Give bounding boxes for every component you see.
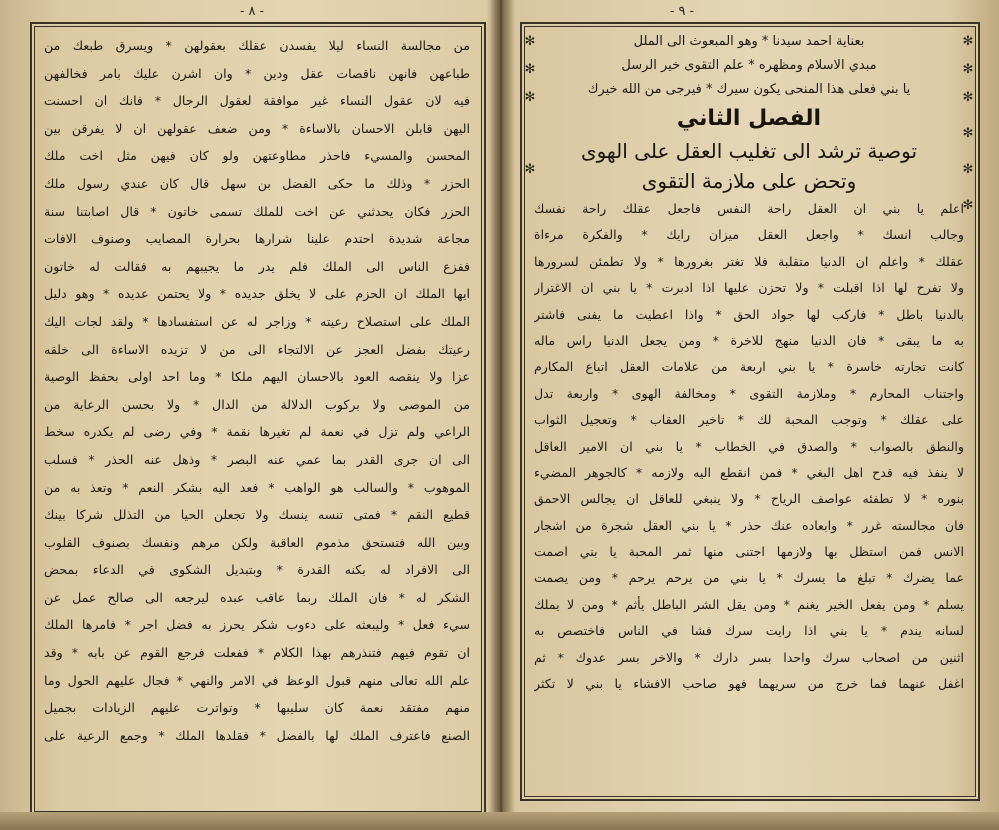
text-line: رعيتك بفضل العجز عن الالتجاء الى من لا تزيده الاساءة الى خلقه xyxy=(44,341,470,357)
text-line: من الموصى ولا بركوب الدلالة من الدال * ولا بحسن الرعاية من xyxy=(44,396,470,412)
text-line: بالدنيا باطل * فاركب لها جواد الحق * واذا اعطيت ما يفنى فاشتر xyxy=(534,306,964,322)
section-subheading: وتحض على ملازمة التقوى xyxy=(641,169,857,193)
text-line: من مجالسة النساء ليلا يفسدن عقلك بعقولهن * ويسرق طبعك من xyxy=(44,38,470,53)
text-line: عقلك * واعلم ان الدنيا متقلبة فلا تغتر بغرورها * ولا تطمئن لسرورها xyxy=(534,253,964,269)
text-line: مبدي الاسلام ومظهره * علم التقوى خير الرسل xyxy=(621,58,877,73)
text-line: واجتناب المحارم * وملازمة التقوى * ومخالفة الهوى * واربعة تدل xyxy=(534,385,964,401)
text-line: الصنع فاعترف الملك لها بالفضل * فقلدها الملك * وجمع الرعية على xyxy=(44,727,470,743)
text-line: اليهن قابلن الاحسان بالاساءة * ومن ضعف عقولهن ان لا يفرقن بين xyxy=(44,120,470,136)
text-line: الحزر * وذلك ما حكى الفضل بن سهل قال كان عندي رسول ملك xyxy=(44,175,470,191)
star-ornament-icon: ✻ xyxy=(962,198,974,213)
text-line: فيه لان عقول النساء غير موافقة لعقول الرجال * فانك ان احسنت xyxy=(44,93,470,109)
text-line: ففزع الناس الى الملك فلم يدر ما يجيبهم به فقالت له خاتون xyxy=(44,258,470,274)
book-spine xyxy=(486,0,516,830)
text-line: وبين الله فتستحق مذموم العاقبة ولكن مرهم ونفسك بصنوف القلوب xyxy=(44,534,470,550)
star-ornament-icon: ✻ xyxy=(962,162,974,177)
star-ornament-icon: ✻ xyxy=(524,62,536,77)
text-line: الحزر فكان يحدثني عن اخت للملك تسمى خاتون * قال اصابتنا سنة xyxy=(44,203,470,219)
text-line: طباعهن فانهن ناقصات عقل ودين * وان اشرن عليك بامر فخالفهن xyxy=(44,65,470,81)
body-text xyxy=(44,32,470,749)
text-line: لا ينفذ فيه قدح اهل البغي * فمن انقطع اليه ولازمه * كالجوهر المضيء xyxy=(534,464,964,480)
text-line: بنوره * لا تطفئه عواصف الرياح * ولا ينبغي للعاقل ان يجالس الاحمق xyxy=(534,491,964,507)
section-heading: الفصل الثاني xyxy=(676,106,822,131)
text-line: وجالب انسك * واجعل العقل ميزان رايك * والفكرة مرءاة xyxy=(534,227,964,243)
text-line: الموهوب * والسالب هو الواهب * فعد اليه بشكر النعم * وتعذ به من xyxy=(44,479,470,495)
text-line: بعناية احمد سيدنا * وهو المبعوث الى الملل xyxy=(633,34,865,49)
section-subheading: توصية ترشد الى تغليب العقل على الهوى xyxy=(580,139,918,163)
text-line: اثنين من اصحاب سرك واحدا بسر دارك * والاخر بسر عدوك * ثم xyxy=(534,649,964,665)
star-ornament-icon: ✻ xyxy=(962,90,974,105)
text-line: الشكر له * فان الملك ربما عاقب عبده ليرجعه الى صالح عمل عن xyxy=(44,589,470,605)
text-line: اعلم يا بني ان العقل راحة النفس فاجعل عقلك راحة نفسك xyxy=(534,201,964,216)
text-line: كانت تجارته خاسرة * يا بني اربعة من علامات العقل اتباع المكارم xyxy=(534,359,964,375)
text-line: قطيع النقم * فمتى تنسه ينسك ولا تجعلن الحيا من التذلل شركا بينك xyxy=(44,507,470,523)
text-line: اغفل عنهما فما خرج من سريهما فهو صاحب الافشاء يا بني لا تكثر xyxy=(534,676,964,692)
star-ornament-icon: ✻ xyxy=(524,34,536,49)
text-line: الملك على استصلاح رعيته * وزاجر له عن استفسادها * ولقد لجات اليك xyxy=(44,313,470,329)
text-line: الانس فمن استظل بها ولازمها اجتنى منها ثمر المحبة يا بني اصمت xyxy=(534,544,964,560)
text-line: علم الله تعالى منهم قبول الوعظ في الامر والنهي * فجال عليهم الحول وما xyxy=(44,672,470,688)
page-bottom-edge xyxy=(0,812,999,830)
text-line: به ما يبقى * فان الدنيا منهج للاخرة * ومن يجعل الدنيا راس ماله xyxy=(534,332,964,348)
text-line: يسلم * ومن يفعل الخير يغنم * ومن يقل الشر الباطل يأثم * ومن لا يملك xyxy=(534,596,964,612)
text-line: لسانه يندم * يا بني اذا رايت سرك فشا في الناس فاختصص به xyxy=(534,623,964,639)
star-ornament-icon: ✻ xyxy=(962,62,974,77)
text-line: ان تقوم فيهم فتنذرهم بهذا الكلام * ففعلت فرجع القوم عن بابه * وقد xyxy=(44,645,470,661)
text-line: عزا ولا ينقصه العود بالاحسان اليهم ملكا * وما احد اولى بحفظ الوصية xyxy=(44,369,470,385)
star-ornament-icon: ✻ xyxy=(962,126,974,141)
text-line: مجاعة شديدة احتدم علينا شرارها بحرارة المصايب وصنوف الافات xyxy=(44,231,470,247)
star-ornament-icon: ✻ xyxy=(524,90,536,105)
text-line: فان مجالسته غرر * وابعاده عنك حذر * يا بني العقل شجرة من اشجار xyxy=(534,517,964,533)
verse-block xyxy=(534,30,964,102)
page-number: - ٩ - xyxy=(670,4,695,19)
body-text xyxy=(534,30,964,697)
text-line: والنطق بالصواب * والصدق في الخطاب * يا بني ان الامير العاقل xyxy=(534,438,964,454)
right-page xyxy=(500,0,999,830)
text-line: على عقلك * وتوجب المحبة لك * تاخير العقاب * وتعجيل الثواب xyxy=(534,412,964,428)
text-line: الى ان جرى القدر بما عمي عنه البصر * وذهل عنه الحذر * فسلب xyxy=(44,451,470,467)
text-line: ولا تفرح لها اذا اقبلت * ولا تحزن عليها اذا ادبرت * يا بني ان الاغترار xyxy=(534,280,964,296)
star-ornament-icon: ✻ xyxy=(962,34,974,49)
page-number: - ٨ - xyxy=(240,4,265,19)
text-line: الى الافراد له بكنه القدرة * وبتبديل الشكوى في الدعاء بمحض xyxy=(44,562,470,578)
text-line: ايها الملك ان الحزم على لا يخلق جديده * ولا يحتمن عديده * وهو دليل xyxy=(44,286,470,302)
text-line: المحسن والمسيء فاحذر مطاوعتهن ولو كان فيهن مثل اخت ملك xyxy=(44,148,470,164)
text-line: سيء فعل * وليبعثه على دءوب شكر يحرز به فضل اجر * فامرها الملك xyxy=(44,617,470,633)
star-ornament-icon: ✻ xyxy=(524,162,536,177)
text-line: يا بني فعلى هذا المنحى يكون سيرك * فيرجى من الله خيرك xyxy=(587,82,911,97)
paragraph xyxy=(534,196,964,697)
text-line: عما يضرك * تبلغ ما يسرك * يا بني من يرحم يرحم * ومن يصمت xyxy=(534,570,964,586)
text-line: الراعي ولم تزل في نعمة لم تغيرها نقمة * وفي رضى لم يكدره سخط xyxy=(44,424,470,440)
text-line: منهم مفتقد نعمة كان سليبها * وتواترت عليهم الزيادات بجميل xyxy=(44,700,470,716)
